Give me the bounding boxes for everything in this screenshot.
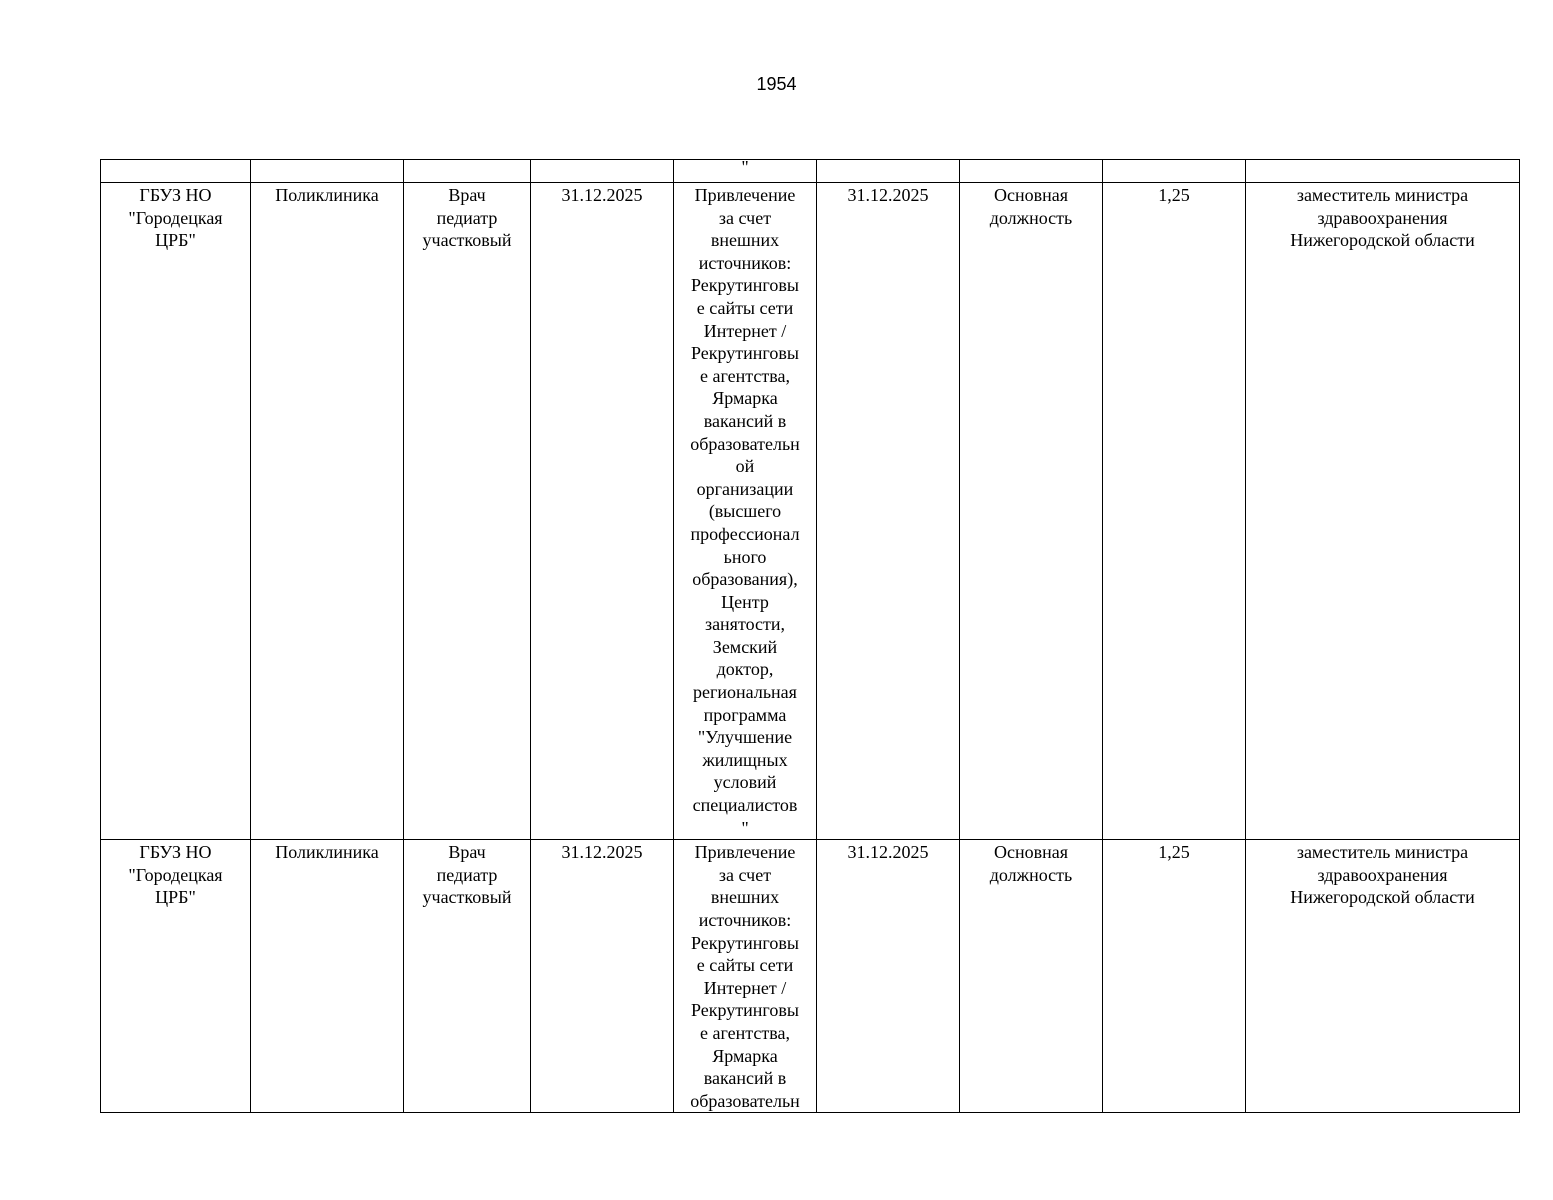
- table-cell: ": [674, 160, 817, 183]
- table-cell: [817, 160, 960, 183]
- table-cell: [960, 160, 1103, 183]
- page-number: 1954: [756, 74, 797, 94]
- table-row: [101, 183, 1520, 840]
- organization-cell: ГБУЗ НО "Городецкая ЦРБ": [101, 183, 251, 840]
- table-cell: [531, 160, 674, 183]
- rate-cell: 1,25: [1103, 183, 1246, 840]
- method-cell: Привлечение за счет внешних источников: Рекрутинговы е сайты сети Интернет / Рекрутинговы е агентства, Ярмарка вакансий в образовательн ой организации (высшего профессионал ьного образования), Центр занятости, Земский доктор, региональная программа "Улучшение жилищных условий специалистов ": [674, 183, 817, 840]
- table-cell: [404, 160, 531, 183]
- division-cell: Поликлиника: [251, 183, 404, 840]
- organization-cell: ГБУЗ НО "Городецкая ЦРБ": [101, 840, 251, 1113]
- employment-cell: Основная должность: [960, 183, 1103, 840]
- responsible-cell: заместитель министра здравоохранения Нижегородской области: [1246, 183, 1520, 840]
- date-cell: 31.12.2025: [817, 183, 960, 840]
- rate-cell: 1,25: [1103, 840, 1246, 1113]
- method-cell: Привлечение за счет внешних источников: Рекрутинговы е сайты сети Интернет / Рекрутинговы е агентства, Ярмарка вакансий в образовательн: [674, 840, 817, 1113]
- vacancy-table: [100, 159, 1520, 1113]
- date-cell: 31.12.2025: [531, 840, 674, 1113]
- division-cell: Поликлиника: [251, 840, 404, 1113]
- table-cell: [1246, 160, 1520, 183]
- responsible-cell: заместитель министра здравоохранения Нижегородской области: [1246, 840, 1520, 1113]
- employment-cell: Основная должность: [960, 840, 1103, 1113]
- table-row: [101, 840, 1520, 1113]
- table-cell: [251, 160, 404, 183]
- position-cell: Врач педиатр участковый: [404, 840, 531, 1113]
- table-cell: [101, 160, 251, 183]
- position-cell: Врач педиатр участковый: [404, 183, 531, 840]
- table-row-continuation: [101, 160, 1520, 183]
- date-cell: 31.12.2025: [817, 840, 960, 1113]
- date-cell: 31.12.2025: [531, 183, 674, 840]
- table-cell: [1103, 160, 1246, 183]
